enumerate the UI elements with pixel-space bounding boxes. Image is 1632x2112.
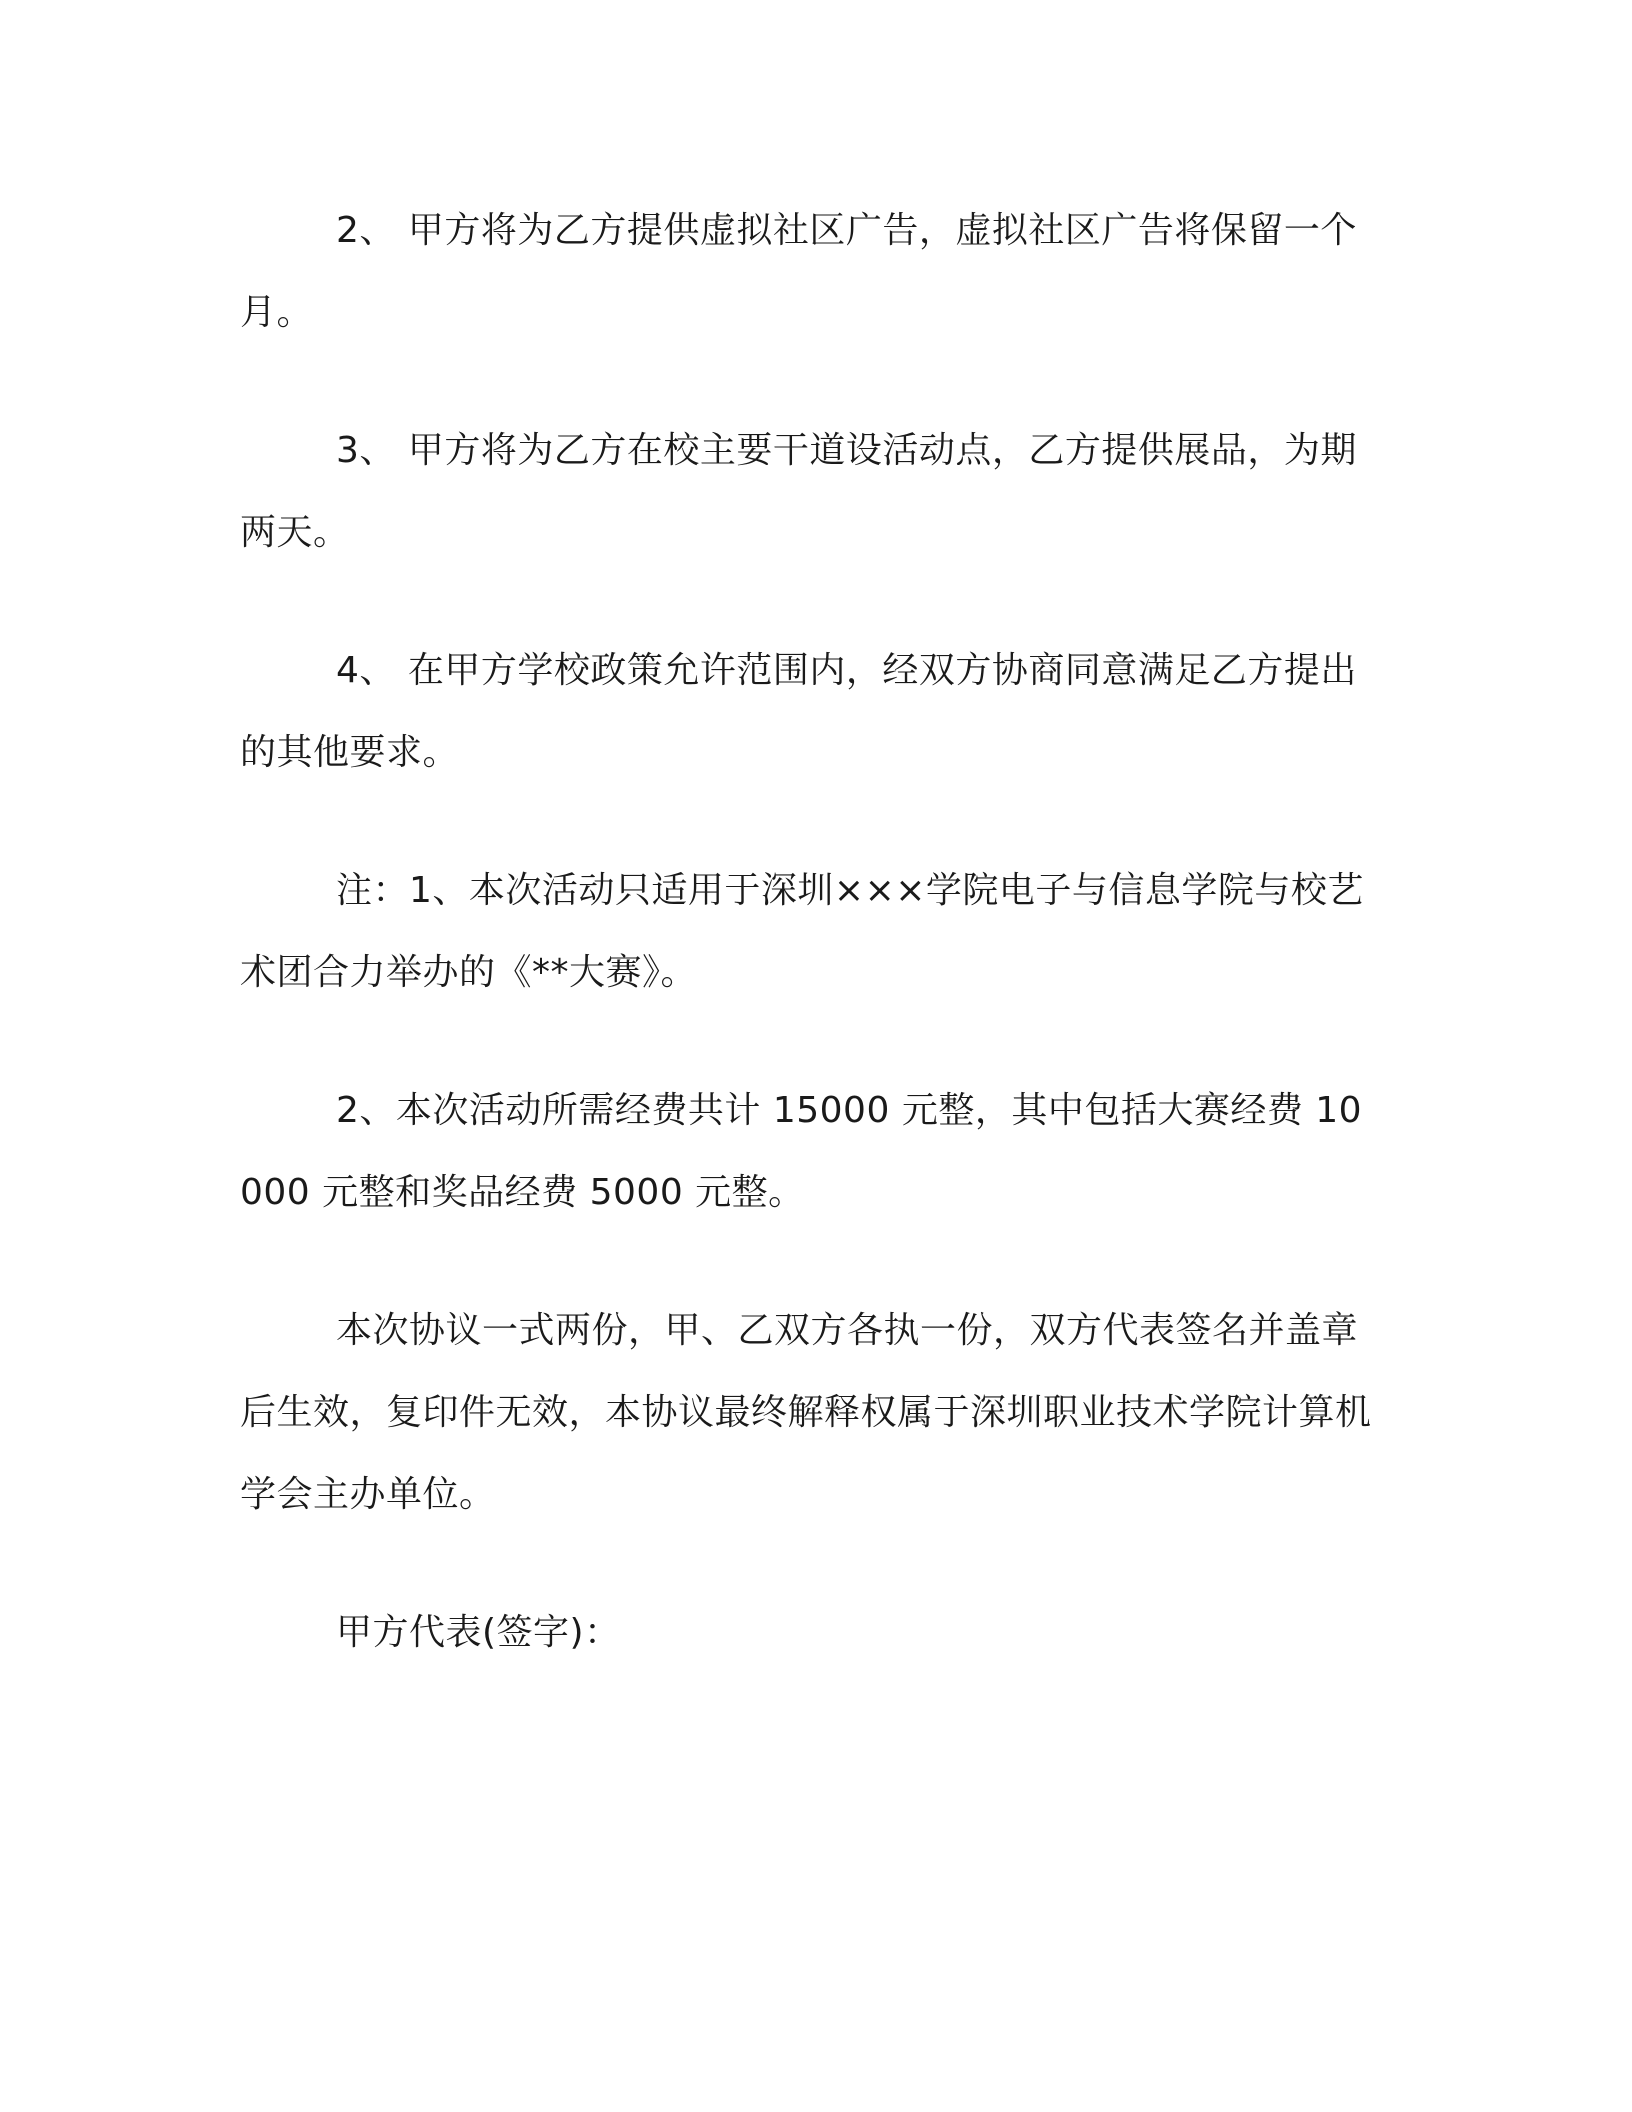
party-a-signature-label: 甲方代表(签字)： xyxy=(336,1612,621,1653)
clause-3-paragraph: 3、 甲方将为乙方在校主要干道设活动点，乙方提供展品，为期两天。 xyxy=(240,430,1357,553)
agreement-terms-paragraph: 本次协议一式两份，甲、乙双方各执一份，双方代表签名并盖章后生效，复印件无效，本协议最终解释权属于深圳职业技术学院计算机学会主办单位。 xyxy=(240,1310,1372,1515)
note-2-paragraph: 2、本次活动所需经费共计 15000 元整，其中包括大赛经费 10000 元整和奖品经费 5000 元整。 xyxy=(240,1090,1363,1213)
clause-4-paragraph: 4、 在甲方学校政策允许范围内，经双方协商同意满足乙方提出的其他要求。 xyxy=(240,650,1357,773)
note-1-paragraph: 注：1、本次活动只适用于深圳×××学院电子与信息学院与校艺术团合力举办的《**大赛》。 xyxy=(240,870,1364,993)
document-body xyxy=(240,190,1380,1730)
clause-2-paragraph: 2、 甲方将为乙方提供虚拟社区广告，虚拟社区广告将保留一个月。 xyxy=(240,210,1357,333)
